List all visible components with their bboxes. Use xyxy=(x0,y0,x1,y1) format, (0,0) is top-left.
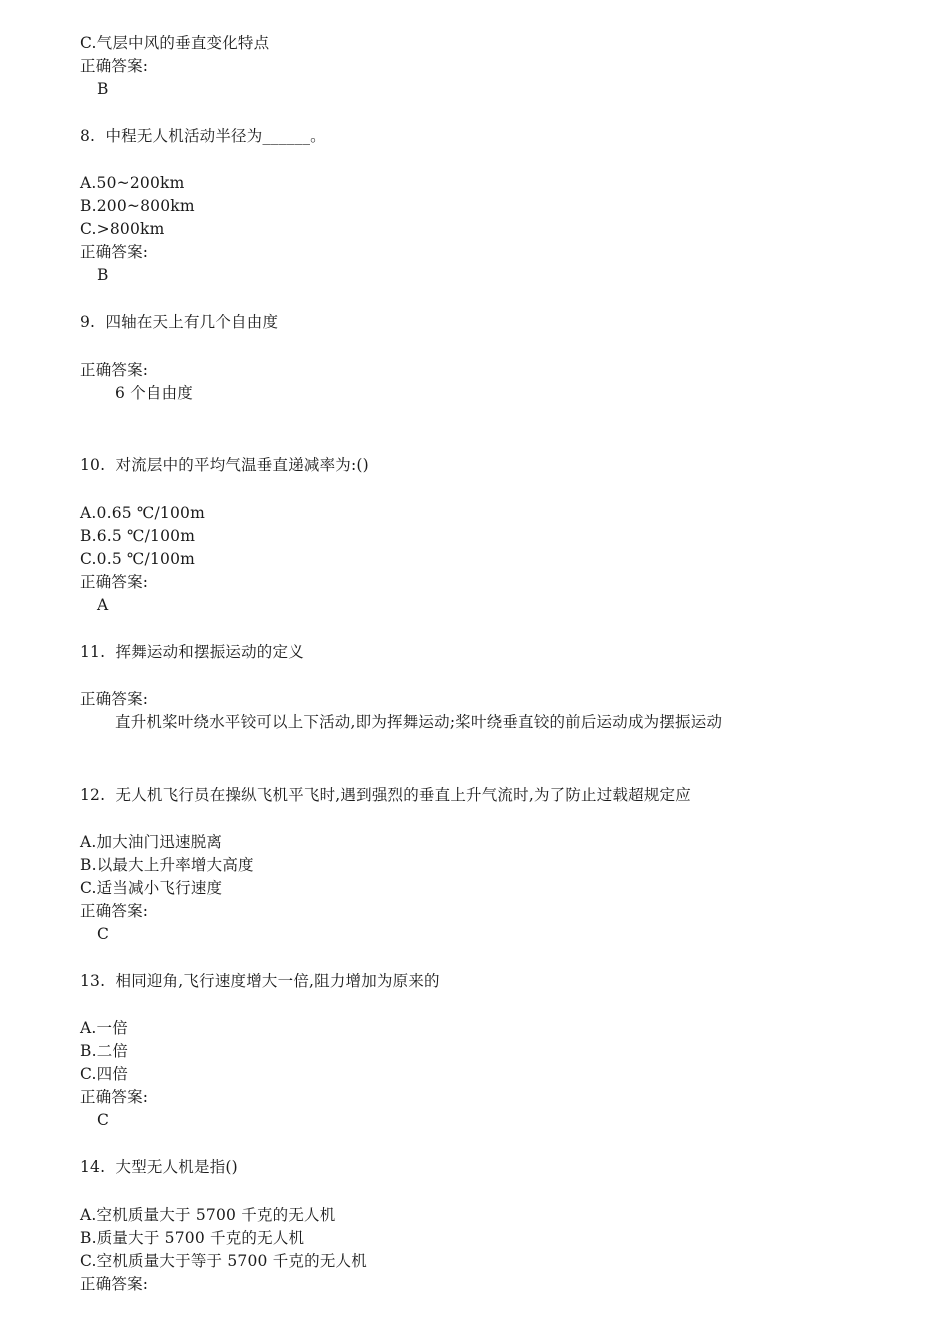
option-a-q12: A.加大油门迅速脱离 xyxy=(80,833,223,851)
option-c-q12: C.适当减小飞行速度 xyxy=(80,879,223,897)
question-8: 8. 中程无人机活动半径为______。 xyxy=(80,127,326,145)
answer-value-q10: A xyxy=(97,596,109,614)
option-b-q13: B.二倍 xyxy=(80,1042,129,1060)
option-a-q10: A.0.65 ℃/100m xyxy=(80,504,206,522)
option-b-q8: B.200~800km xyxy=(80,197,195,215)
answer-value-q7: B xyxy=(97,80,109,98)
option-b-q12: B.以最大上升率增大高度 xyxy=(80,856,254,874)
option-b-q14: B.质量大于 5700 千克的无人机 xyxy=(80,1229,305,1247)
answer-value-q8: B xyxy=(97,266,109,284)
question-9: 9. 四轴在天上有几个自由度 xyxy=(80,313,279,331)
answer-value-q9: 6 个自由度 xyxy=(115,384,193,402)
question-10: 10. 对流层中的平均气温垂直递减率为:() xyxy=(80,456,369,474)
question-11: 11. 挥舞运动和摆振运动的定义 xyxy=(80,643,304,661)
question-13: 13. 相同迎角,飞行速度增大一倍,阻力增加为原来的 xyxy=(80,972,440,990)
answer-label-q8: 正确答案: xyxy=(80,243,149,261)
option-c-q13: C.四倍 xyxy=(80,1065,129,1083)
option-a-q8: A.50~200km xyxy=(80,174,185,192)
answer-label-q12: 正确答案: xyxy=(80,902,149,920)
answer-label-q13: 正确答案: xyxy=(80,1088,149,1106)
option-c-q14: C.空机质量大于等于 5700 千克的无人机 xyxy=(80,1252,367,1270)
option-c-q8: C.>800km xyxy=(80,220,165,238)
answer-label-q9: 正确答案: xyxy=(80,361,149,379)
option-a-q14: A.空机质量大于 5700 千克的无人机 xyxy=(80,1206,336,1224)
answer-label-q10: 正确答案: xyxy=(80,573,149,591)
question-14: 14. 大型无人机是指() xyxy=(80,1158,238,1176)
answer-value-q13: C xyxy=(97,1111,110,1129)
answer-label-q11: 正确答案: xyxy=(80,690,149,708)
option-c-q10: C.0.5 ℃/100m xyxy=(80,550,196,568)
answer-value-q11: 直升机桨叶绕水平铰可以上下活动,即为挥舞运动;桨叶绕垂直铰的前后运动成为摆振运动 xyxy=(115,713,723,731)
option-b-q10: B.6.5 ℃/100m xyxy=(80,527,196,545)
option-a-q13: A.一倍 xyxy=(80,1019,128,1037)
answer-label-q14: 正确答案: xyxy=(80,1275,149,1293)
option-c-q7: C.气层中风的垂直变化特点 xyxy=(80,34,270,52)
question-12: 12. 无人机飞行员在操纵飞机平飞时,遇到强烈的垂直上升气流时,为了防止过载超规定应 xyxy=(80,786,691,804)
answer-value-q12: C xyxy=(97,925,110,943)
answer-label-q7: 正确答案: xyxy=(80,57,149,75)
